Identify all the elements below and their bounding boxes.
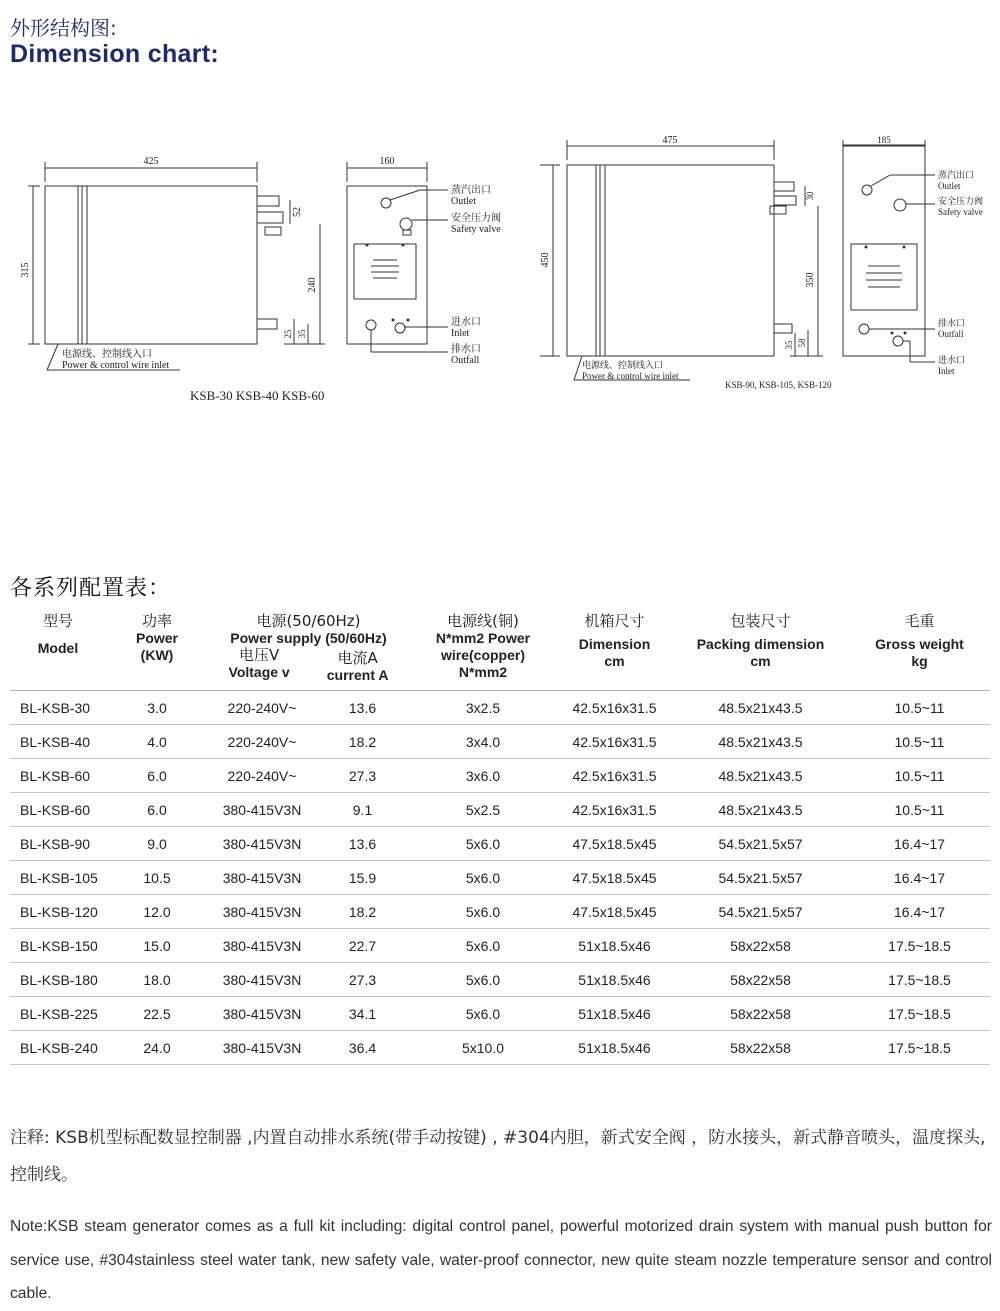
cell-weight: 17.5~18.5 (849, 997, 990, 1031)
right-dim-30: 30 (805, 191, 815, 201)
config-table-title: 各系列配置表： (10, 576, 172, 601)
cell-wire: 5x6.0 (409, 997, 557, 1031)
cell-wire: 5x6.0 (409, 929, 557, 963)
cell-packing: 54.5x21.5x57 (672, 861, 849, 895)
cell-packing: 58x22x58 (672, 997, 849, 1031)
right-label-outfall-cn: 排水口 (938, 318, 966, 328)
left-label-wire-en: Power & control wire inlet (62, 360, 170, 371)
cell-model: BL-KSB-225 (10, 997, 106, 1031)
left-dim-height: 315 (20, 262, 31, 278)
cell-model: BL-KSB-150 (10, 929, 106, 963)
cell-dimension: 42.5x16x31.5 (557, 725, 672, 759)
cell-dimension: 51x18.5x46 (557, 963, 672, 997)
right-label-outfall-en: Outfall (938, 329, 964, 339)
cell-dimension: 47.5x18.5x45 (557, 827, 672, 861)
cell-dimension: 51x18.5x46 (557, 929, 672, 963)
cell-voltage: 220-240V~ (208, 725, 316, 759)
left-unit-side-body (347, 186, 427, 344)
note-en: Note:KSB steam generator comes as a full kit including: digital control panel, powerful motorized drain system with manual push button for service use, #304stainless steel water tank, new safety vale, water-proof connector, new quite steam nozzle temperature sensor and control cable. (10, 1218, 992, 1302)
note-cn: 注释: KSB机型标配数显控制器 ,内置自动排水系统(带手动按键) , #304内胆，新式安全阀 ，防水接头，新式静音喷头，温度探头,控制线。 (10, 1128, 986, 1185)
right-label-outlet-en: Outlet (938, 181, 961, 191)
right-label-inlet-en: Inlet (938, 366, 955, 376)
cell-current: 13.6 (316, 827, 409, 861)
title-en: Dimension chart: (10, 40, 219, 68)
config-table (10, 605, 990, 1065)
cell-wire: 5x6.0 (409, 827, 557, 861)
cell-voltage: 380-415V3N (208, 1031, 316, 1065)
right-dim-side-width: 185 (877, 135, 891, 145)
cell-voltage: 380-415V3N (208, 997, 316, 1031)
cell-power: 15.0 (106, 929, 208, 963)
cell-dimension: 47.5x18.5x45 (557, 861, 672, 895)
col-packing: 包装尺寸 Packing dimension cm (672, 605, 849, 691)
cell-packing: 48.5x21x43.5 (672, 691, 849, 725)
table-header-row (10, 605, 990, 691)
cell-weight: 16.4~17 (849, 895, 990, 929)
left-dim-52: 52 (292, 207, 303, 217)
cell-current: 9.1 (316, 793, 409, 827)
col-weight: 毛重 Gross weight kg (849, 605, 990, 691)
cell-packing: 48.5x21x43.5 (672, 725, 849, 759)
right-label-valve-cn: 安全压力阀 (938, 196, 984, 206)
cell-wire: 5x10.0 (409, 1031, 557, 1065)
right-dim-58: 58 (797, 338, 807, 348)
cell-model: BL-KSB-90 (10, 827, 106, 861)
cell-model: BL-KSB-30 (10, 691, 106, 725)
table-row (10, 725, 990, 759)
left-caption: KSB-30 KSB-40 KSB-60 (190, 388, 325, 403)
cell-power: 10.5 (106, 861, 208, 895)
cell-weight: 17.5~18.5 (849, 963, 990, 997)
cell-power: 6.0 (106, 759, 208, 793)
table-row (10, 1031, 990, 1065)
table-row (10, 861, 990, 895)
cell-current: 34.1 (316, 997, 409, 1031)
left-label-valve-cn: 安全压力阀 (451, 213, 501, 224)
cell-wire: 5x6.0 (409, 963, 557, 997)
right-label-wire-cn: 电源线、控制线入口 (582, 360, 664, 370)
cell-wire: 5x2.5 (409, 793, 557, 827)
left-label-wire-cn: 电源线、控制线入口 (62, 349, 152, 360)
cell-current: 18.2 (316, 725, 409, 759)
right-dim-350: 350 (805, 272, 816, 288)
cell-power: 4.0 (106, 725, 208, 759)
cell-power: 12.0 (106, 895, 208, 929)
cell-wire: 5x6.0 (409, 895, 557, 929)
cell-packing: 58x22x58 (672, 929, 849, 963)
cell-voltage: 220-240V~ (208, 691, 316, 725)
cell-current: 15.9 (316, 861, 409, 895)
cell-current: 27.3 (316, 963, 409, 997)
title-cn: 外形结构图: (10, 16, 117, 40)
cell-model: BL-KSB-40 (10, 725, 106, 759)
cell-wire: 5x6.0 (409, 861, 557, 895)
left-dim-240: 240 (307, 277, 318, 293)
right-dim-height: 450 (540, 252, 551, 268)
cell-packing: 48.5x21x43.5 (672, 793, 849, 827)
cell-current: 27.3 (316, 759, 409, 793)
cell-current: 36.4 (316, 1031, 409, 1065)
cell-current: 22.7 (316, 929, 409, 963)
left-dim-35: 35 (297, 329, 307, 339)
right-label-outlet-cn: 蒸汽出口 (938, 170, 975, 180)
cell-model: BL-KSB-120 (10, 895, 106, 929)
cell-power: 18.0 (106, 963, 208, 997)
right-label-valve-en: Safety valve (938, 207, 983, 217)
right-dim-width: 475 (662, 135, 678, 146)
cell-weight: 17.5~18.5 (849, 929, 990, 963)
right-unit-front-body (567, 165, 774, 356)
cell-weight: 10.5~11 (849, 759, 990, 793)
table-row (10, 827, 990, 861)
cell-packing: 58x22x58 (672, 963, 849, 997)
left-label-valve-en: Safety valve (451, 224, 501, 235)
right-dim-35: 35 (784, 340, 794, 350)
left-label-inlet-cn: 进水口 (451, 317, 481, 328)
cell-current: 18.2 (316, 895, 409, 929)
cell-power: 3.0 (106, 691, 208, 725)
cell-weight: 10.5~11 (849, 691, 990, 725)
left-label-outfall-en: Outfall (451, 355, 480, 366)
cell-weight: 17.5~18.5 (849, 1031, 990, 1065)
col-dimension: 机箱尺寸 Dimension cm (557, 605, 672, 691)
table-row (10, 895, 990, 929)
cell-dimension: 42.5x16x31.5 (557, 759, 672, 793)
cell-voltage: 380-415V3N (208, 827, 316, 861)
cell-voltage: 380-415V3N (208, 963, 316, 997)
cell-packing: 54.5x21.5x57 (672, 895, 849, 929)
cell-power: 22.5 (106, 997, 208, 1031)
cell-model: BL-KSB-60 (10, 793, 106, 827)
col-power-supply: 电源(50/60Hz) Power supply (50/60Hz) 电压V Voltage v 电流A current A (208, 605, 409, 691)
cell-model: BL-KSB-180 (10, 963, 106, 997)
left-label-inlet-en: Inlet (451, 328, 470, 339)
left-label-outlet-cn: 蒸汽出口 (451, 185, 491, 196)
table-row (10, 997, 990, 1031)
cell-weight: 16.4~17 (849, 827, 990, 861)
cell-weight: 10.5~11 (849, 725, 990, 759)
cell-voltage: 380-415V3N (208, 793, 316, 827)
cell-dimension: 51x18.5x46 (557, 997, 672, 1031)
cell-voltage: 380-415V3N (208, 895, 316, 929)
cell-model: BL-KSB-240 (10, 1031, 106, 1065)
dimension-drawing (0, 120, 1000, 420)
col-model: 型号 Model (10, 605, 106, 691)
right-caption: KSB-90, KSB-105, KSB-120 (725, 380, 832, 390)
cell-dimension: 51x18.5x46 (557, 1031, 672, 1065)
left-unit-front-body (45, 186, 257, 344)
cell-wire: 3x4.0 (409, 725, 557, 759)
table-row (10, 793, 990, 827)
cell-dimension: 47.5x18.5x45 (557, 895, 672, 929)
cell-model: BL-KSB-105 (10, 861, 106, 895)
table-row (10, 929, 990, 963)
cell-current: 13.6 (316, 691, 409, 725)
right-unit-side-body (843, 145, 925, 356)
left-dim-width: 425 (143, 156, 159, 167)
cell-voltage: 380-415V3N (208, 861, 316, 895)
cell-voltage: 220-240V~ (208, 759, 316, 793)
left-dim-25: 25 (283, 329, 293, 339)
cell-weight: 10.5~11 (849, 793, 990, 827)
cell-voltage: 380-415V3N (208, 929, 316, 963)
col-power: 功率 Power (KW) (106, 605, 208, 691)
cell-packing: 58x22x58 (672, 1031, 849, 1065)
cell-weight: 16.4~17 (849, 861, 990, 895)
cell-packing: 48.5x21x43.5 (672, 759, 849, 793)
cell-dimension: 42.5x16x31.5 (557, 691, 672, 725)
cell-dimension: 42.5x16x31.5 (557, 793, 672, 827)
left-label-outfall-cn: 排水口 (451, 344, 481, 355)
left-label-outlet-en: Outlet (451, 196, 476, 207)
right-label-inlet-cn: 进水口 (938, 355, 966, 365)
col-wire: 电源线(铜) N*mm2 Power wire(copper) N*mm2 (409, 605, 557, 691)
cell-power: 24.0 (106, 1031, 208, 1065)
cell-wire: 3x2.5 (409, 691, 557, 725)
right-label-wire-en: Power & control wire inlet (582, 371, 679, 381)
table-row (10, 963, 990, 997)
table-row (10, 691, 990, 725)
cell-wire: 3x6.0 (409, 759, 557, 793)
cell-packing: 54.5x21.5x57 (672, 827, 849, 861)
cell-model: BL-KSB-60 (10, 759, 106, 793)
table-row (10, 759, 990, 793)
cell-power: 6.0 (106, 793, 208, 827)
cell-power: 9.0 (106, 827, 208, 861)
left-dim-side-width: 160 (379, 156, 395, 167)
